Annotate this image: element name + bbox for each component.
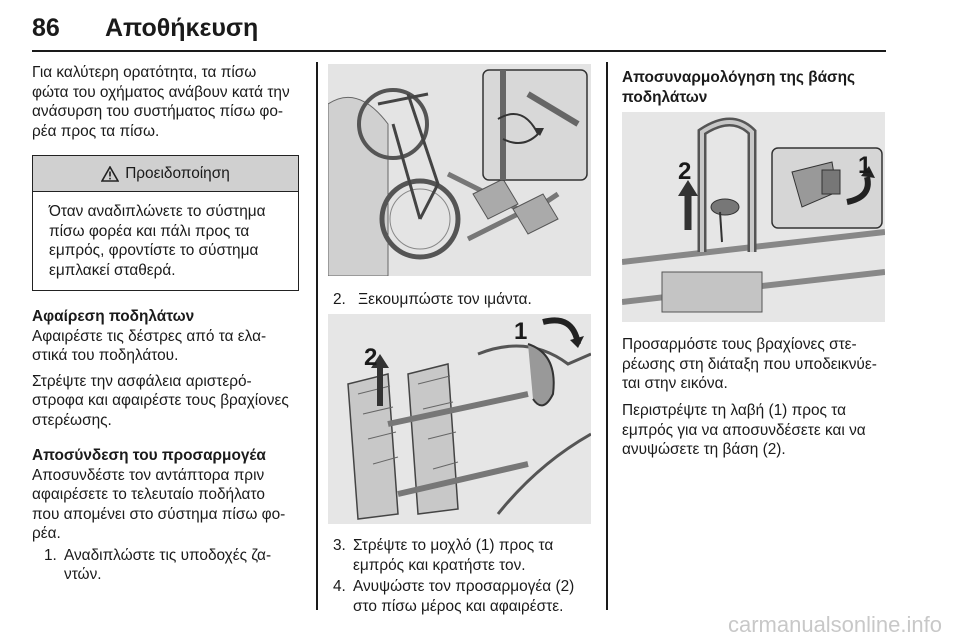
column-divider-1 bbox=[316, 62, 318, 610]
figure-adapter-lever bbox=[328, 314, 591, 524]
disconnect-heading: Αποσύνδεση του προσαρμογέα bbox=[32, 447, 266, 464]
figure-label-1: 1 bbox=[514, 318, 528, 345]
disassembly-paragraph-2: Περιστρέψτε τη λαβή (1) προς τα εμπρός για να αποσυνδέσετε και να ανυψώσετε τη βάση (2). bbox=[622, 402, 866, 458]
section-title: Αποθήκευση bbox=[105, 14, 259, 42]
disassembly-paragraph-1: Προσαρμόστε τους βραχίονες στε- ρέωσης στη διάταξη που υποδεικνύε- ται στην εικόνα. bbox=[622, 336, 877, 392]
intro-paragraph: Για καλύτερη ορατότητα, τα πίσω φώτα του οχήματος ανάβουν κατά την ανάσυρση του συστήματος πίσω φο- ρέα προς τα πίσω. bbox=[32, 64, 290, 140]
warning-title: Προειδοποίηση bbox=[125, 164, 230, 182]
figure-label-1: 1 bbox=[858, 152, 872, 179]
page-number: 86 bbox=[32, 14, 60, 42]
watermark: carmanualsonline.info bbox=[727, 612, 942, 637]
figure-mount-disassembly bbox=[622, 112, 885, 322]
disconnect-paragraph: Αποσυνδέστε τον αντάπτορα πριν αφαιρέσετε το τελευταίο ποδήλατο που απομένει στο σύστημα πίσω φο- ρέα. bbox=[32, 466, 286, 542]
remove-bikes-paragraph-2: Στρέψτε την ασφάλεια αριστερό- στροφα και αφαιρέστε τους βραχίονες στερέωσης. bbox=[32, 372, 289, 429]
bike-rack-illustration bbox=[328, 64, 591, 276]
remove-bikes-heading: Αφαίρεση ποδηλάτων bbox=[32, 308, 195, 325]
header-rule bbox=[32, 50, 886, 52]
warning-triangle-icon bbox=[101, 166, 119, 182]
remove-bikes-paragraph-1: Αφαιρέστε τις δέστρες από τα ελα- στικά του ποδηλάτου. bbox=[32, 327, 267, 364]
column-divider-2 bbox=[606, 62, 608, 610]
mount-disassembly-illustration bbox=[622, 112, 885, 322]
warning-header bbox=[33, 156, 298, 192]
figure-label-2: 2 bbox=[364, 344, 378, 371]
warning-box bbox=[32, 155, 299, 291]
step-1: 1. Αναδιπλώστε τις υποδοχές ζα- ντών. bbox=[44, 546, 272, 583]
warning-body: Όταν αναδιπλώνετε το σύστημα πίσω φορέα και πάλι προς τα εμπρός, φροντίστε το σύστημα εμπλακεί σταθερά. bbox=[49, 203, 266, 279]
step-3: 3. Στρέψτε το μοχλό (1) προς τα εμπρός και κρατήστε τον. bbox=[333, 537, 554, 574]
step-4: 4. Ανυψώστε τον προσαρμογέα (2) στο πίσω μέρος και αφαιρέστε. bbox=[333, 578, 575, 615]
disassembly-heading: Αποσυναρμολόγηση της βάσης ποδηλάτων bbox=[622, 69, 855, 106]
figure-bike-rack-strap bbox=[328, 64, 591, 276]
column-1 bbox=[32, 63, 307, 585]
figure-label-2: 2 bbox=[678, 158, 692, 185]
step-2: 2. Ξεκουμπώστε τον ιμάντα. bbox=[333, 291, 532, 308]
